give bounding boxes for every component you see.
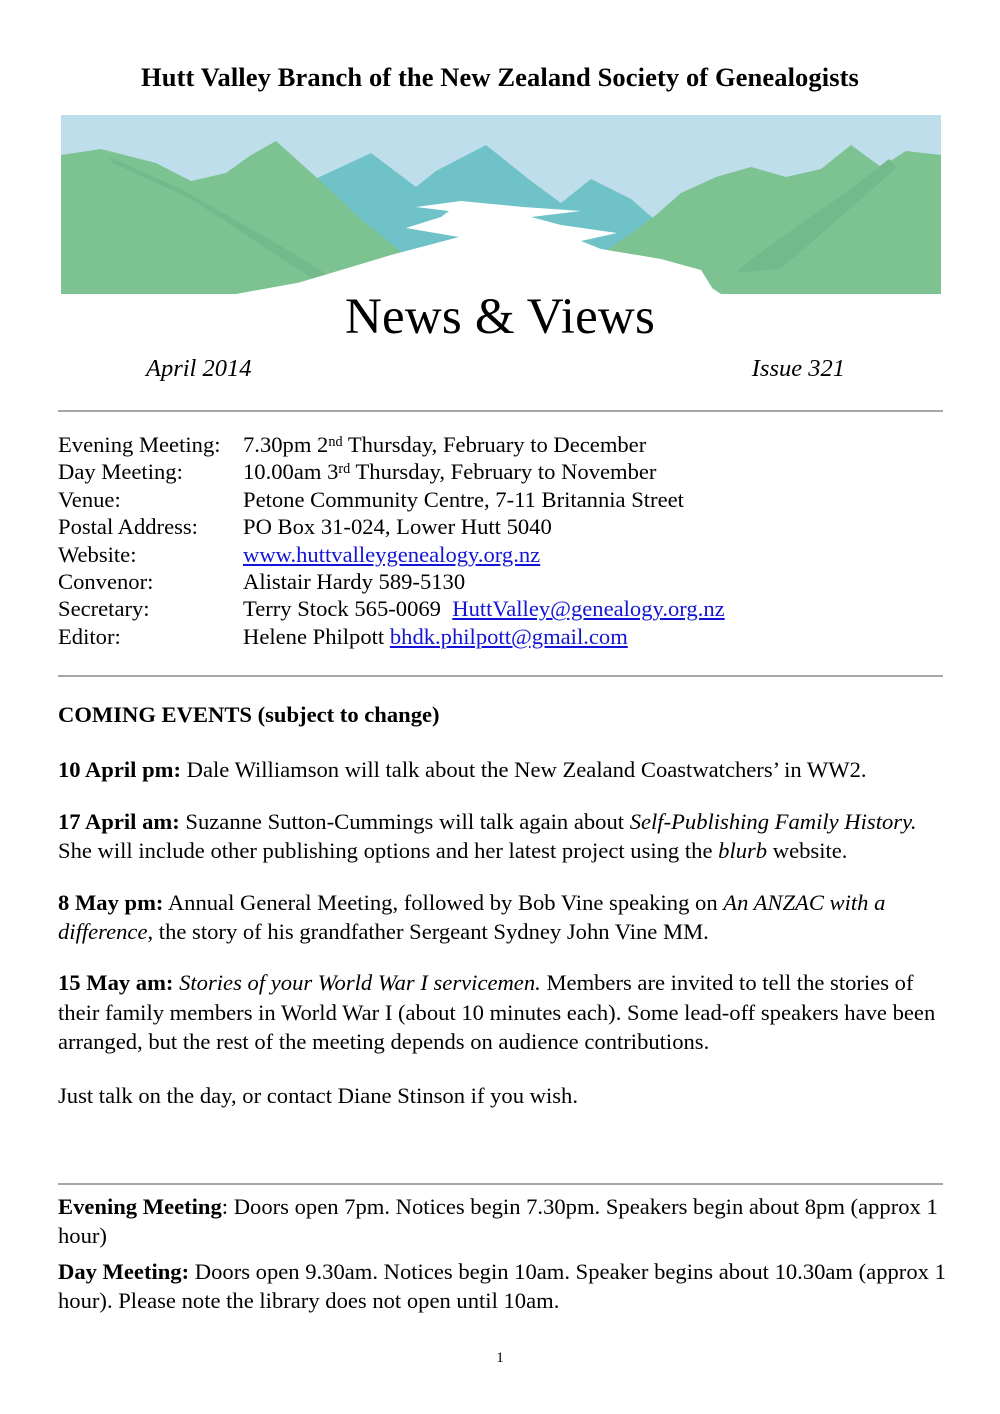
contact-value [243, 623, 948, 650]
contact-value: Alistair Hardy 589-5130 [243, 569, 466, 595]
day-meeting-info [58, 1257, 948, 1316]
event-date: 15 May am: [58, 970, 174, 996]
event-text: Annual General Meeting, followed by Bob Vine speaking on [163, 889, 724, 915]
event-date: 17 April am: [58, 808, 180, 834]
evening-meeting-info [58, 1192, 948, 1251]
event-text: She will include other publishing options and her latest project using the [58, 838, 719, 864]
contact-value [243, 595, 948, 622]
page-number: 1 [496, 1350, 504, 1366]
contact-label: Editor: [58, 623, 121, 649]
event-text: Dale Williamson will talk about the New Zealand Coastwatchers’ in WW2. [181, 757, 867, 783]
contact-label: Venue: [58, 486, 121, 512]
divider-top [58, 410, 943, 412]
contact-details-block [58, 431, 948, 650]
event-text: website. [767, 838, 848, 864]
day-meeting-ordinal: rd [338, 461, 351, 478]
contact-value: PO Box 31-024, Lower Hutt 5040 [243, 514, 552, 540]
secretary-name: Terry Stock 565-0069 [243, 596, 441, 622]
contact-row-convenor [58, 568, 948, 595]
day-meeting-time: 10.00am 3 [243, 459, 339, 485]
evening-meeting-time: 7.30pm 2 [243, 432, 329, 457]
event-item [58, 968, 946, 1056]
event-text: , the story of his grandfather Sergeant Sydney John Vine MM. [147, 919, 709, 945]
page-title: Hutt Valley Branch of the New Zealand Society of Genealogists [141, 62, 859, 92]
valley-river-landscape-image [61, 115, 941, 294]
contact-row-venue [58, 486, 948, 513]
day-meeting-label: Day Meeting: [58, 1258, 190, 1284]
event-text: Suzanne Sutton-Cummings will talk again about [179, 808, 630, 834]
contact-value [243, 431, 948, 458]
divider-bottom [58, 1183, 943, 1185]
event-text-italic: Stories of your World War I servicemen. [179, 970, 541, 996]
event-item [58, 807, 946, 866]
contact-label: Secretary: [58, 596, 150, 622]
coming-events-section [58, 700, 946, 1110]
day-meeting-text: Doors open 9.30am. Notices begin 10am. Speaker begins about 10.30am (approx 1 hour). Please note the library does not open until 10am. [58, 1258, 946, 1314]
divider-middle [58, 675, 943, 677]
evening-meeting-months: Thursday, February to December [342, 432, 647, 457]
event-item [58, 888, 946, 947]
editor-name: Helene Philpott [243, 623, 390, 649]
event-text-italic: An ANZAC with a difference [58, 889, 886, 945]
event-date: 8 May pm: [58, 889, 164, 915]
meeting-times-block [58, 1192, 948, 1316]
contact-row-postal-address [58, 513, 948, 540]
contact-label: Website: [58, 541, 137, 567]
events-closing-note: Just talk on the day, or contact Diane Stinson if you wish. [58, 1082, 578, 1108]
event-text: Members are invited to tell the stories of their family members in World War I (about 10 minutes each). Some lead-off speakers have been arranged, but the rest of the meeting depends on audience contributions. [58, 970, 936, 1055]
coming-events-heading: COMING EVENTS (subject to change) [58, 702, 440, 727]
contact-row-evening-meeting [58, 431, 948, 458]
evening-meeting-label: Evening Meeting [58, 1194, 222, 1219]
contact-value [243, 541, 948, 568]
website-link-trailing-space [540, 542, 546, 567]
contact-label: Evening Meeting: [58, 432, 221, 457]
event-text-italic: Self-Publishing Family History. [629, 808, 917, 834]
contact-row-editor [58, 623, 948, 650]
contact-row-secretary [58, 595, 948, 622]
contact-row-website [58, 541, 948, 568]
evening-meeting-text: : Doors open 7pm. Notices begin 7.30pm. Speakers begin about 8pm (approx 1 hour) [58, 1194, 938, 1249]
editor-email-link[interactable]: bhdk.philpott@gmail.com [389, 623, 628, 649]
contact-label: Day Meeting: [58, 459, 183, 485]
contact-label: Postal Address: [58, 514, 198, 540]
event-item [58, 755, 946, 784]
newsletter-name: News & Views [344, 289, 656, 345]
issue-line [58, 355, 943, 383]
contact-value: Petone Community Centre, 7-11 Britannia Street [243, 486, 684, 512]
secretary-email-link[interactable]: HuttValley@genealogy.org.nz [452, 596, 725, 622]
event-text-italic: blurb [718, 838, 768, 864]
day-meeting-months: Thursday, February to November [350, 459, 657, 485]
contact-label: Convenor: [58, 569, 154, 595]
website-link[interactable]: www.huttvalleygenealogy.org.nz [243, 541, 541, 567]
contact-row-day-meeting [58, 458, 948, 485]
event-date: 10 April pm: [58, 757, 182, 783]
evening-meeting-ordinal: nd [328, 434, 343, 451]
issue-number: Issue 321 [751, 355, 845, 382]
issue-date: April 2014 [146, 355, 252, 382]
contact-value [243, 458, 948, 485]
landscape-illustration-svg [61, 115, 941, 294]
